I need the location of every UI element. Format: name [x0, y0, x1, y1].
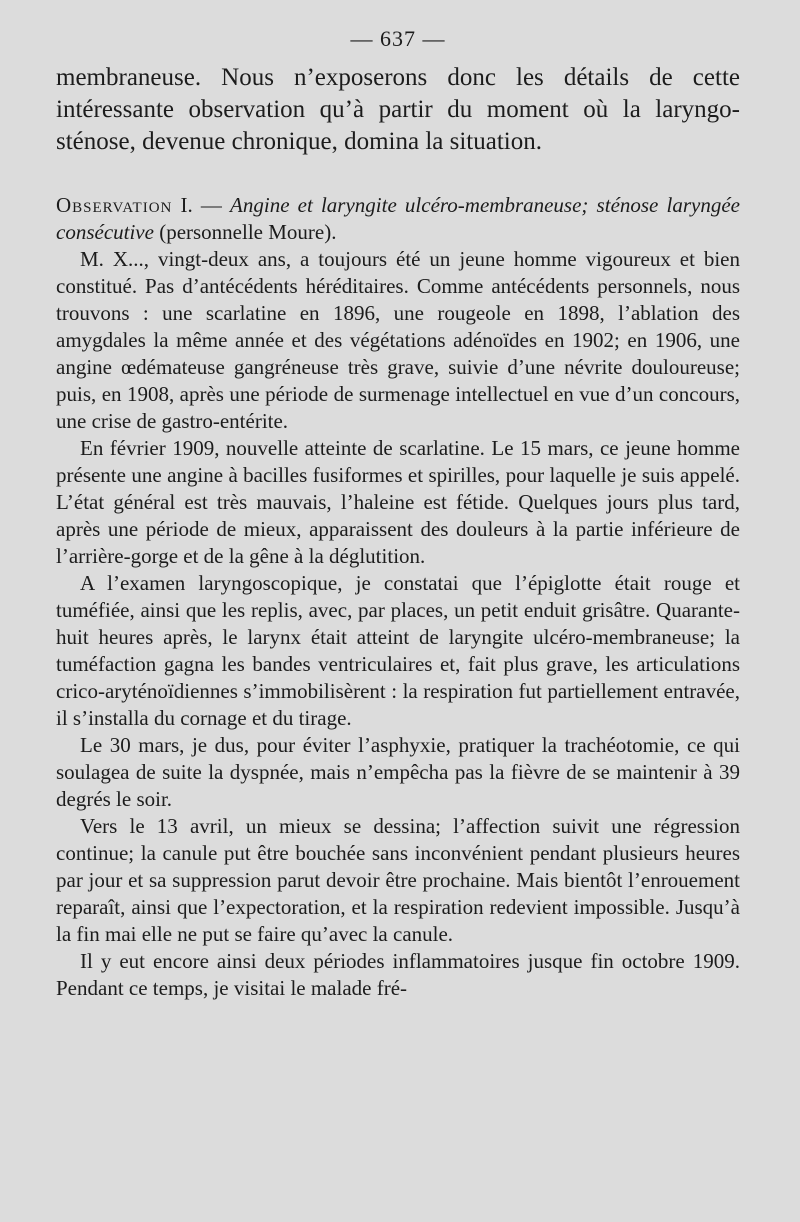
paragraph-laryngoscopy: A l’examen laryngoscopique, je constatai que l’épiglotte était rouge et tuméfiée, ainsi que les replis, avec, par places, un petit enduit grisâtre. Quarante-huit heures après, le larynx était atteint de laryngite ulcéro-membraneuse; la tuméfaction gagna les bandes ventriculaires et, fait plus grave, les articulations crico-aryténoïdiennes s’immobilisèrent : la respiration fut partiellement entravée, il s’installa du cornage et du tirage. — [56, 571, 740, 730]
paragraph-tracheotomy: Le 30 mars, je dus, pour éviter l’asphyxie, pratiquer la trachéotomie, ce qui soulagea de suite la dyspnée, mais n’empêcha pas la fièvre de se maintenir à 39 degrés le soir. — [56, 733, 740, 811]
page-number: — 637 — — [350, 26, 446, 51]
intro-paragraph: membraneuse. Nous n’exposerons donc les détails de cette intéressante observation qu’à partir du moment où la laryngo-sténose, devenue chronique, domina la situation. — [56, 64, 740, 155]
observation-heading — [56, 192, 740, 246]
observation-number: I. — — [180, 193, 222, 217]
observation-title: Angine et laryngite ulcéro-membraneuse; sténose laryngée consécutive — [56, 193, 740, 244]
paragraph-history: M. X..., vingt-deux ans, a toujours été un jeune homme vigoureux et bien constitué. Pas d’antécédents héréditaires. Comme antécédents personnels, nous trouvons : une scarlatine en 1896, une rougeole en 1898, l’ablation des amygdales la même année et des végétations adénoïdes en 1902; en 1906, une angine œdémateuse gangréneuse très grave, suivie d’une névrite douloureuse; puis, en 1908, après une période de surmenage intellectuel en vue d’un concours, une crise de gastro-entérite. — [56, 247, 740, 433]
paragraph-april: Vers le 13 avril, un mieux se dessina; l’affection suivit une régression continue; la canule put être bouchée sans inconvénient pendant plusieurs heures par jour et sa suppression parut devoir être prochaine. Mais bientôt l’enrouement reparaît, ainsi que l’expectoration, et la respiration redevient impossible. Jusqu’à la fin mai elle ne put se faire qu’avec la canule. — [56, 814, 740, 946]
observation-source: (personnelle Moure). — [159, 220, 337, 244]
paragraph-february: En février 1909, nouvelle atteinte de scarlatine. Le 15 mars, ce jeune homme présente une angine à bacilles fusiformes et spirilles, pour laquelle je suis appelé. L’état général est très mauvais, l’haleine est fétide. Quelques jours plus tard, après une période de mieux, apparaissent des douleurs à la partie inférieure de l’arrière-gorge et de la gêne à la déglutition. — [56, 436, 740, 568]
paragraph-october: Il y eut encore ainsi deux périodes inflammatoires jusque fin octobre 1909. Pendant ce temps, je visitai le malade fré- — [56, 949, 740, 1000]
observation-label: Observation — [56, 193, 173, 217]
